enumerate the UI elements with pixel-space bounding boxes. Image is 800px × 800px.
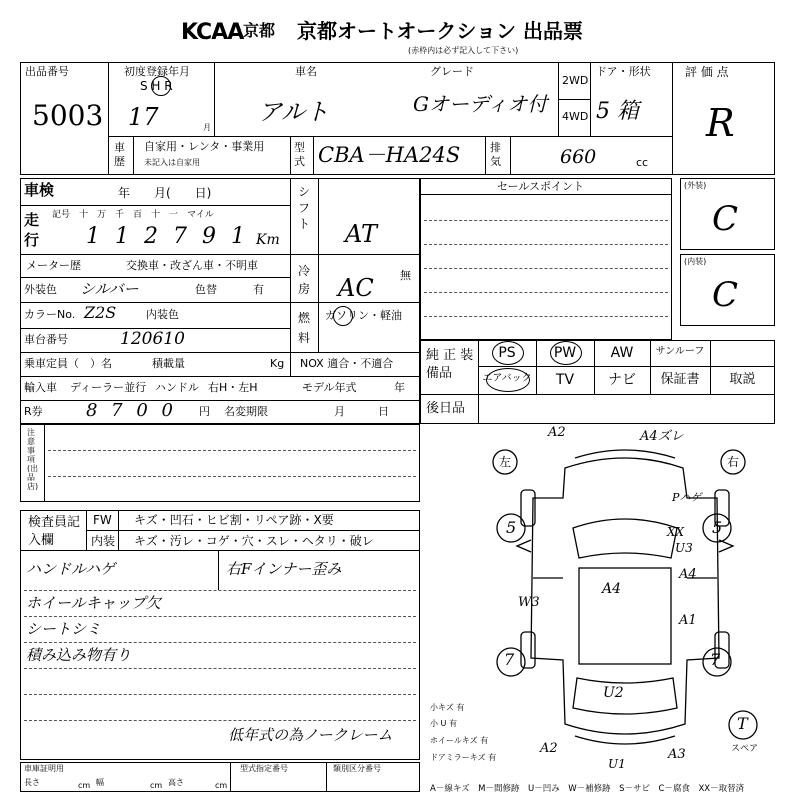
- first-reg-label: 初度登録年月: [124, 65, 190, 78]
- damage-a4-right: A4: [679, 567, 697, 582]
- import-options: ディーラー並行: [70, 381, 147, 394]
- name-change-fields: 月 日: [334, 405, 389, 418]
- ext-grade-value: C: [712, 199, 739, 239]
- legend-small-dent: 小 U 有: [430, 719, 457, 728]
- inspector-note-3: シートシミ: [26, 620, 102, 638]
- footer-width-unit: cm: [150, 781, 163, 790]
- footer-height-unit: cm: [215, 781, 228, 790]
- shift-label: シフト: [298, 185, 311, 231]
- chassis-number: 120610: [120, 329, 185, 349]
- eval-score: R: [706, 101, 735, 145]
- damage-u3: U3: [675, 541, 693, 555]
- lot-number: 5003: [32, 99, 104, 132]
- damage-a1: A1: [679, 613, 697, 628]
- spare-label: スペア: [731, 744, 759, 754]
- door-value: 5 箱: [596, 99, 639, 124]
- int-grade-label: (内装): [684, 257, 707, 266]
- ext-color-label: 外装色: [24, 283, 57, 296]
- fuel-label: 燃料: [298, 311, 311, 345]
- drive-2wd: 2WD: [562, 74, 589, 87]
- damage-w3: W3: [518, 595, 540, 610]
- name-change-label: 名変期限: [224, 405, 268, 418]
- footer-length-unit: cm: [78, 781, 91, 790]
- equip-sunroof: サンルーフ: [655, 346, 705, 357]
- inspection-fields: 年 月( 日): [118, 186, 212, 200]
- equipment-label: 純 正 装備品: [426, 348, 474, 381]
- interior-items: キズ・汚レ・コゲ・穴・スレ・ヘタリ・破レ: [134, 534, 374, 548]
- usage-options: 自家用・レンタ・事業用: [144, 140, 265, 153]
- tyre-front-left: 5: [506, 518, 517, 537]
- ac-label: 冷房: [298, 264, 311, 296]
- equip-manual: 取説: [729, 372, 756, 387]
- car-name-label: 車名: [295, 65, 317, 78]
- color-change-value: 有: [253, 283, 264, 296]
- logo-kcaa: KCAA: [181, 20, 244, 45]
- mileage-label: 走行: [24, 211, 40, 249]
- sales-label: セールスポイント: [497, 180, 585, 193]
- mileage-value: 1 1 2 7 9 1: [86, 224, 249, 249]
- fuel-options: ガソリン・軽油: [325, 309, 402, 322]
- door-label: ドア・形状: [596, 65, 651, 78]
- displacement: 660: [560, 146, 597, 168]
- model-label: 型式: [294, 141, 305, 168]
- usage-note: 未記入は自家用: [144, 158, 200, 167]
- ext-grade-label: (外装): [684, 181, 707, 190]
- equip-ps-circle: [492, 341, 524, 365]
- color-no: Z2S: [84, 303, 117, 322]
- logo-kyoto: 京都: [243, 21, 276, 40]
- load-unit: Kg: [270, 357, 285, 370]
- notes-frame: [20, 424, 420, 502]
- grade-label: グレード: [430, 65, 474, 78]
- damage-a4-center: A4: [602, 581, 622, 597]
- footer-class-no-label: 類別区分番号: [333, 764, 381, 773]
- model-year-unit: 年: [394, 381, 405, 394]
- damage-phage: Pハゲ: [672, 491, 702, 504]
- equip-airbag-circle: [486, 368, 530, 392]
- inspection-label: 車検: [24, 181, 55, 199]
- damage-a3: A3: [668, 747, 686, 762]
- model-year-label: モデル年式: [302, 381, 357, 394]
- int-grade-value: C: [712, 275, 739, 315]
- grade-value: Gオーディオ付: [413, 92, 548, 116]
- reg-year: 17: [128, 103, 159, 131]
- tyre-rear-right: 7: [710, 650, 721, 669]
- diagram-left-mark: 左: [499, 455, 512, 469]
- disp-label: 排気: [490, 141, 501, 168]
- chassis-label: 車台番号: [24, 333, 68, 346]
- footer-height-label: 高さ: [168, 778, 184, 787]
- ac-none: 無: [400, 269, 411, 282]
- damage-u2: U2: [603, 685, 624, 701]
- int-color-label: 内装色: [146, 308, 179, 321]
- ac-value: AC: [338, 274, 374, 302]
- inspector-note-2: ホイールキャップ欠: [26, 594, 161, 612]
- equip-pw: PW: [553, 345, 577, 361]
- car-diagram: [425, 425, 780, 773]
- color-change-label: 色替: [195, 283, 217, 296]
- equip-airbag: エアバック: [482, 373, 532, 384]
- equip-ps: PS: [498, 345, 516, 361]
- month-unit: 月: [203, 123, 211, 132]
- inspector-note-4: 積み込み物有り: [26, 646, 132, 664]
- notes-label: 注意事項(出品店): [27, 428, 39, 491]
- equip-pw-circle: [550, 341, 582, 365]
- equip-warranty: 保証書: [660, 372, 700, 387]
- legend-wheel-scratch: ホイールキズ 有: [430, 736, 489, 745]
- import-label: 輸入車: [24, 381, 57, 394]
- era-h-circle: [151, 76, 171, 96]
- mileage-unit: Km: [256, 232, 280, 248]
- footer-legend: A－線キズ M－間修跡 U－凹み W－補修跡 S－サビ C－腐食 XX－取替済: [430, 784, 745, 794]
- handle-label: ハンドル: [155, 381, 199, 394]
- model-code: CBA－HA24S: [318, 143, 461, 167]
- meter-label: メーター歴: [26, 259, 81, 272]
- diagram-right-mark: 右: [727, 455, 740, 469]
- recycle-label: R券: [24, 405, 43, 418]
- mileage-marks: 記号 十 万 千 百 十 一 マイル: [52, 210, 214, 220]
- lot-label: 出品番号: [25, 65, 69, 78]
- capacity-label: 乗車定員（ ）名: [24, 357, 112, 370]
- load-label: 積載量: [152, 357, 185, 370]
- equip-aw: AW: [610, 345, 634, 361]
- damage-xx: XX: [667, 525, 685, 539]
- footer-width-label: 幅: [96, 778, 104, 787]
- handle-options: 右H・左H: [208, 381, 258, 394]
- car-name: アルト: [258, 98, 330, 126]
- tyre-rear-left: 7: [504, 650, 515, 669]
- drive-4wd: 4WD: [562, 110, 589, 123]
- form-subtitle: (赤枠内は必ず記入して下さい): [408, 46, 519, 55]
- damage-a2-top: A2: [548, 425, 566, 440]
- footer-type-no-label: 型式指定番号: [240, 764, 288, 773]
- shift-value: AT: [345, 220, 378, 248]
- tyre-front-right: 5: [712, 518, 723, 537]
- fw-label: FW: [93, 513, 112, 527]
- eval-label: 評 価 点: [685, 65, 729, 79]
- usage-label: 車歴: [114, 141, 125, 168]
- recycle-value: 8 7 0 0: [86, 400, 177, 421]
- equip-navi: ナビ: [608, 372, 636, 388]
- nox-label: NOX 適合・不適合: [300, 357, 394, 370]
- color-no-label: カラーNo.: [24, 308, 76, 321]
- equip-tv: TV: [555, 372, 575, 388]
- meter-options: 交換車・改ざん車・不明車: [126, 259, 258, 272]
- footer-length-label: 長さ: [24, 778, 40, 787]
- inspector-note-bottom: 低年式の為ノークレーム: [228, 726, 393, 744]
- legend-small-scratch: 小キズ 有: [430, 703, 465, 712]
- era-options: S H R: [140, 79, 173, 93]
- fuel-gas-circle: [333, 306, 353, 326]
- legend-mirror-scratch: ドアミラーキズ 有: [430, 753, 497, 762]
- inspector-label: 検査員記入欄: [28, 515, 81, 548]
- ext-color: シルバー: [80, 280, 139, 298]
- form-title: 京都オートオークション 出品票: [297, 19, 583, 43]
- aftermarket-label: 後日品: [426, 401, 466, 416]
- inspector-note-right: 右Fインナー歪み: [226, 560, 342, 578]
- damage-a4-top: A4ズレ: [640, 429, 684, 444]
- footer-reg-label: 車庫証明用: [24, 764, 64, 773]
- inspector-note-1: ハンドルハゲ: [26, 560, 115, 578]
- interior-label: 内装: [91, 534, 116, 548]
- damage-u1: U1: [608, 757, 626, 771]
- spare-mark: T: [737, 714, 748, 733]
- recycle-unit: 円: [199, 405, 210, 418]
- fw-items: キズ・凹石・ヒビ割・リペア跡・X要: [134, 513, 334, 527]
- disp-unit: cc: [636, 156, 649, 169]
- damage-a2-bottom: A2: [540, 741, 558, 756]
